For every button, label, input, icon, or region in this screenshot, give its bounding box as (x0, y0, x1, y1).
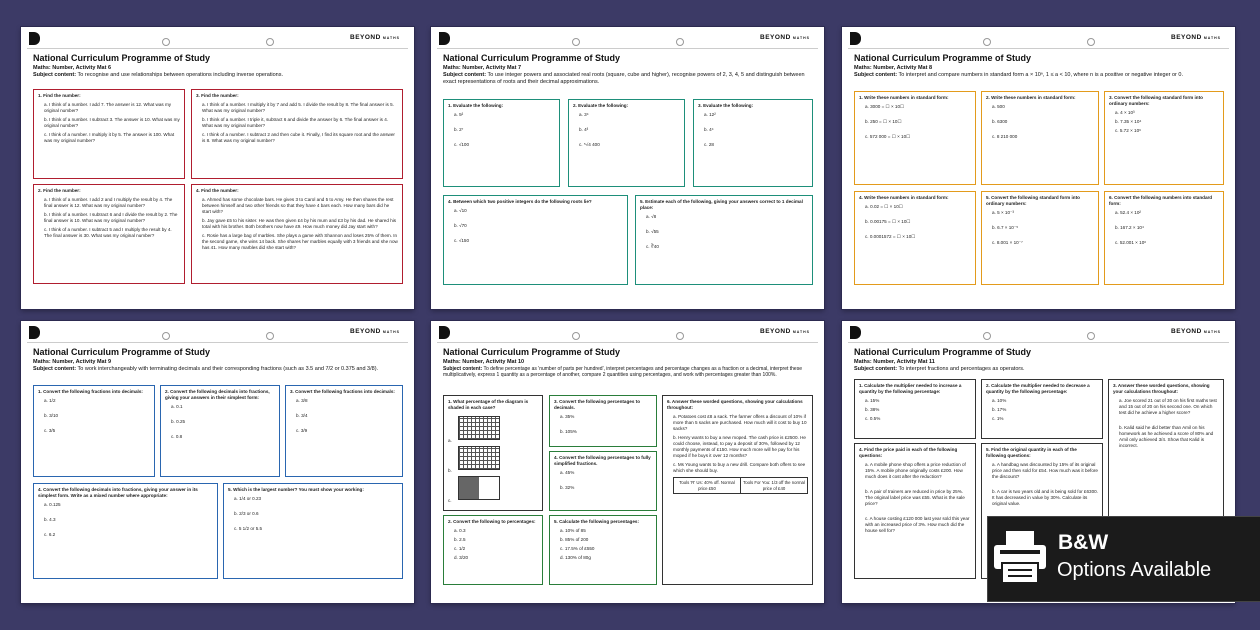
question-box-3: 3. Convert the following percentages to decimals. a. 35% b. 105% (549, 395, 657, 447)
worksheet-activity-mat-10 (431, 321, 824, 603)
printer-icon (992, 527, 1048, 587)
subject-content: Subject content: To define percentage as 'number of parts per hundred', interpret percentages and percentage changes as a fraction or a decimal, interpret these multiplicatively, express 1 quantity as a percentage of another, compare 2 quantities using percentages, and work with percentages greater than 100%. (443, 366, 802, 379)
question-box-4: 4. Convert the following decimals into fractions, giving your answer in its simplest form. Write as a mixed number where appropriate: a. 0.125 b. 4.3 c. 6.2 (33, 483, 218, 579)
sheet-title: National Curriculum Programme of Study (854, 53, 1032, 63)
question-box-4: 4. Find the number: a. Ahmed has some chocolate bars. He gives 3 to Carol and 5 to Amy. He then shares the rest between himself and two other friends so that they have 4 bars each. How many bars did he start with? b. Jay gave £5 to his sister. He was then given £4 by his mum and £3 by his dad. He shared his total with his brother. Both brothers now have £9. How much money did Jay start with? c. Rosie has a large bag of marbles. She plays a game with Shannon and loses 25% of them. In the second game, she wins 14 back. She shares her marbles equally with 3 friends and she now has 41. How many marbles did she start with? (191, 184, 403, 284)
shaded-grid-diagram (458, 476, 500, 500)
subject-content: Subject content: To interpret fractions and percentages as operators. (854, 366, 1025, 372)
offer-table (673, 477, 808, 494)
question-box-4: 4. Between which two positive integers do the following roots lie? a. √10 b. √70 c. √150 (443, 195, 628, 285)
sheet-subtitle: Maths: Number, Activity Mat 8 (854, 65, 933, 71)
question-box-2: 2. Evaluate the following: a. 3⁴ b. 4³ c. ⁵√4 400 (568, 99, 685, 187)
question-box-5: 5. Calculate the following percentages: a. 10% of 85 b. 85% of 200 c. 17.5% of £550 d. 130% of 80g (549, 515, 657, 585)
sheet-title: National Curriculum Programme of Study (443, 347, 621, 357)
question-box-1: 1. Evaluate the following: a. 5² b. 2⁷ c. √100 (443, 99, 560, 187)
brand-logo: BEYOND MATHS (760, 34, 810, 41)
question-box-3: 3. Evaluate the following: a. 12² b. 4⁴ c. 28 (693, 99, 813, 187)
question-box-2: 2. Calculate the multiplier needed to decrease a quantity by the following percentage: a. 10% b. 17% c. 1% (981, 379, 1103, 439)
sheet-header (842, 321, 1235, 343)
sheet-subtitle: Maths: Number, Activity Mat 11 (854, 359, 935, 365)
sheet-header (431, 27, 824, 49)
question-box-5: 5. Convert the following standard form into ordinary numbers: a. 5 × 10⁻³ b. 6.7 × 10⁻⁵ c. 8.001 × 10⁻⁷ (981, 191, 1099, 285)
question-box-3: 3. Find the number: a. I think of a number. I multiply it by 7 and add 5. I divide the result by 8. The final answer is 5. What was my original number? b. I think of a number. I triple it, subtract 6 and divide the answer by 6. The final answer is 4. What was my original number? c. I think of a number. I subtract 2 and then cube it. Finally, I find its square root and the answer is 8. What was my original number? (191, 89, 403, 179)
brand-logo: BEYOND MATHS (350, 328, 400, 335)
sheet-subtitle: Maths: Number, Activity Mat 9 (33, 359, 112, 365)
shaded-grid-diagram (458, 446, 500, 470)
badge-title: B&W (1058, 531, 1109, 554)
question-box-2: 2. Find the number: a. I think of a number. I add 2 and I multiply the result by 4. The final answer is 12. What was my original number? b. I think of a number. I subtract 6 and I divide the result by 2. The final answer is 10. What was my original number? c. I think of a number. I subtract 5 and I multiply the result by 4. The final answer is 30. What was my original number? (33, 184, 185, 284)
brand-logo: BEYOND MATHS (1171, 328, 1221, 335)
subject-content: Subject content: To interpret and compare numbers in standard form a × 10ⁿ, 1 ≤ a < 10, where n is a positive or negative integer or 0. (854, 72, 1183, 78)
worksheet-activity-mat-8 (842, 27, 1235, 309)
question-box-6: 6. Convert the following numbers into standard form: a. 52.4 × 10² b. 167.2 × 10⁴ c. 52.001 × 10⁶ (1104, 191, 1224, 285)
subject-content: Subject content: To work interchangeably with terminating decimals and their corresponding fractions (such as 3.5 and 7/2 or 0.375 and 3/8). (33, 366, 379, 372)
question-box-4: 4. Write these numbers in standard form: a. 0.02 = ☐ × 10☐ b. 0.00175 = ☐ × 10☐ c. 0.0001572 = ☐ × 10☐ (854, 191, 976, 285)
question-box-1: 1. What percentage of the diagram is shaded in each case? a. b. c. (443, 395, 543, 511)
question-box-1: 1. Convert the following fractions into decimals: a. 1/2 b. 3/10 c. 3/5 (33, 385, 155, 477)
subject-content: Subject content: To use integer powers and associated real roots (square, cube and higher), recognise powers of 2, 3, 4, 5 and distinguish between exact representations of roots and their decimal approximations. (443, 72, 805, 85)
sheet-subtitle: Maths: Number, Activity Mat 6 (33, 65, 112, 71)
sheet-title: National Curriculum Programme of Study (33, 53, 211, 63)
worksheet-activity-mat-9 (21, 321, 414, 603)
brand-logo: BEYOND MATHS (350, 34, 400, 41)
sheet-subtitle: Maths: Number, Activity Mat 10 (443, 359, 525, 365)
sheet-header (431, 321, 824, 343)
offer-tools-r-us: Tools 'R' Us: 40% off. Normal price £50 (674, 478, 741, 493)
brand-logo: BEYOND MATHS (1171, 34, 1221, 41)
badge-subtitle: Options Available (1057, 559, 1212, 581)
question-box-6: 6. Answer these worded questions, showing your calculations throughout: a. Potatoes cost £8 a sack. The farmer offers a discount of 10% if more than 5 sacks are purchased. How much will it cost to buy 10 sacks? b. Henry wants to buy a new moped. The cash price is £2500. He could choose, instead, to pay a deposit of 30%, followed by 12 monthly payments of £150. How much more will he pay for his moped if he buys it over 12 months? c. Ms Young wants to buy a new drill. Compare both offers to see which she should buy. Tools 'R' Us: 40% off. Normal price £50 Tools For You: 1/3 off the normal price of £40 (662, 395, 813, 585)
sheet-header (21, 27, 414, 49)
question-box-3: 3. Convert the following fractions into decimals: a. 3/8 b. 3/4 c. 3/9 (285, 385, 403, 477)
brand-logo: BEYOND MATHS (760, 328, 810, 335)
sheet-title: National Curriculum Programme of Study (854, 347, 1032, 357)
question-box-4: 4. Find the price paid in each of the following questions: a. A mobile phone shop offers a price reduction of 15%. A mobile phone originally costs £200. How much does it cost after the reduction? b. A pair of trainers are reduced in price by 25%. The original label price was £55. What is the sale price? c. A house costing £120 000 last year sold this year with an increased price of 3%. How much did the house sell for? (854, 443, 976, 579)
sheet-subtitle: Maths: Number, Activity Mat 7 (443, 65, 522, 71)
sheet-header (21, 321, 414, 343)
question-box-4: 4. Convert the following percentages to fully simplified fractions. a. 45% b. 32% (549, 451, 657, 511)
question-box-5: 5. Estimate each of the following, giving your answers correct to 1 decimal place: a. √8 b. √55 c. ∛40 (635, 195, 813, 285)
bw-options-badge (987, 516, 1260, 602)
question-box-1: 1. Write these numbers in standard form: a. 3000 = ☐ × 10☐ b. 250 = ☐ × 10☐ c. 572 000 = ☐ × 10☐ (854, 91, 976, 185)
shaded-grid-diagram (458, 416, 500, 440)
question-box-1: 1. Find the number: a. I think of a number. I add 7. The answer is 12. What was my original number? b. I think of a number. I subtract 3. The answer is 10. What was my original number? c. I think of a number. I multiply it by 5. The answer is 100. What was my original number? (33, 89, 185, 179)
question-box-3: 3. Convert the following standard form into ordinary numbers: a. 4 × 10³ b. 7.35 × 10⁴ c. 5.72 × 10⁶ (1104, 91, 1224, 185)
question-box-1: 1. Calculate the multiplier needed to increase a quantity by the following percentage: a. 15% b. 38% c. 0.5% (854, 379, 976, 439)
question-box-2: 2. Convert the following to percentages: a. 0.3 b. 2.5 c. 1/2 d. 3/20 (443, 515, 543, 585)
question-box-2: 2. Convert the following decimals into fractions, giving your answers in their simplest form: a. 0.1 b. 0.25 c. 0.8 (160, 385, 280, 477)
question-box-2: 2. Write these numbers in standard form: a. 500 b. 6300 c. 8 210 000 (981, 91, 1099, 185)
subject-content: Subject content: To recognise and use relationships between operations including inverse operations. (33, 72, 283, 78)
question-box-5: 5. Which is the largest number? You must show your working: a. 1/4 or 0.23 b. 2/3 or 0.6 c. 5 1/2 or 5.5 (223, 483, 403, 579)
question-box-5: 5. Find the original quantity in each of the following questions: a. A handbag was discounted by 15% of its original price and then sold for £54. How much was it before the discount? b. A car is two years old and is being sold for £6300. It has decreased in value by 30%. Calculate its original value. (981, 443, 1103, 579)
offer-tools-for-you: Tools For You: 1/3 off the normal price of £40 (743, 480, 805, 491)
sheet-title: National Curriculum Programme of Study (443, 53, 621, 63)
sheet-header (842, 27, 1235, 49)
sheet-title: National Curriculum Programme of Study (33, 347, 211, 357)
question-box-3: 3. Answer these worded questions, showing your calculations throughout: a. Joe scored 21 out of 30 on his first maths test and 15 out of 20 on his second one. On which test did he achieve a higher score? b. Kalid said he did better than Amil on his homework as he achieved a score of 80% and Amil only achieved 3/4. Show that Kalid is incorrect. (1108, 379, 1224, 579)
worksheet-activity-mat-6 (21, 27, 414, 309)
worksheet-activity-mat-7 (431, 27, 824, 309)
